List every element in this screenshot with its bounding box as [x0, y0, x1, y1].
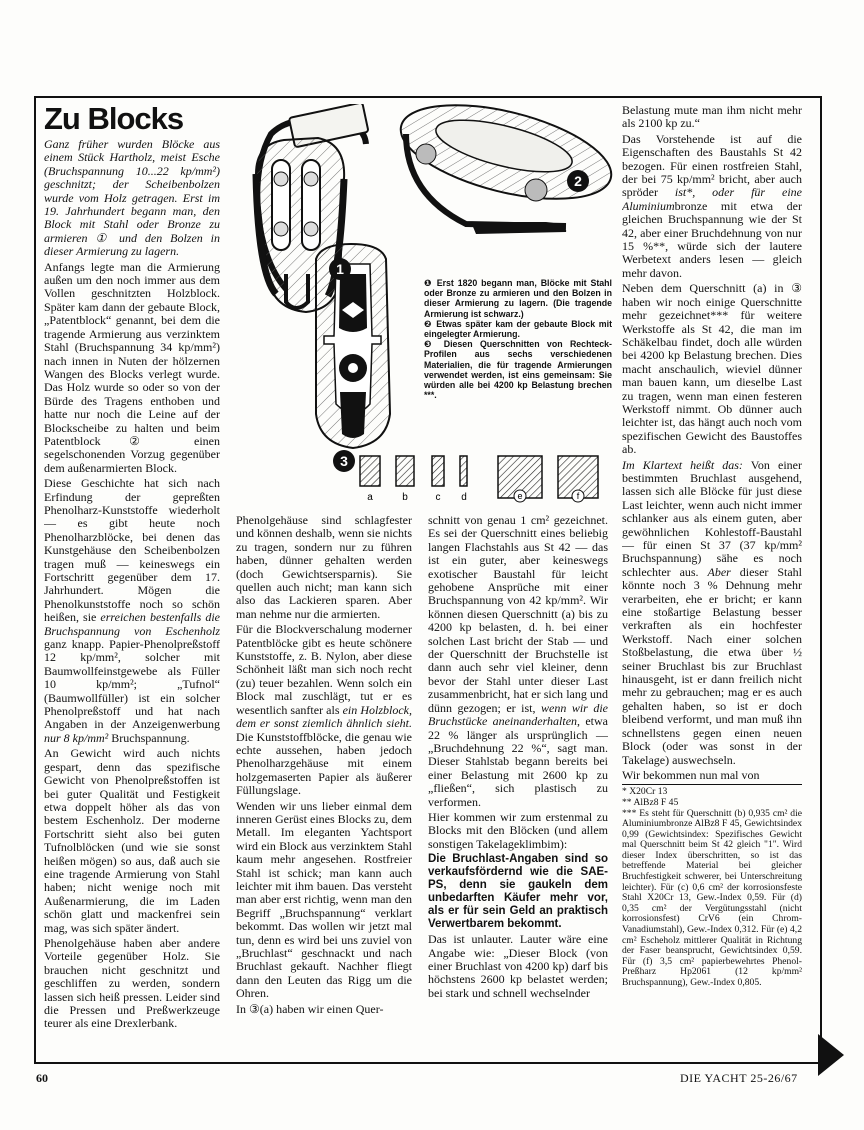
paragraph: Wenden wir uns lieber einmal dem inneren Gerüst eines Blocks zu, dem Metall. Im eleganten Yachtsport wird ein Block aus verzinktem Stahl kaum mehr angesehen. Rostfreier Stahl ist schick; man kann auch leichter mit ihm bauen. Das versteht man aber erst richtig, wenn man den Begriff „Bruchspannung“ verklart bekommt. Das wollen wir jetzt mal tun, denn es wird bei uns zuviel von „Bruchlast“ geschnackt und nach Bruchlast gekauft. Nachher fliegt dann den Leuten das Rigg um die Ohren.: [236, 798, 412, 1001]
section-label: a: [367, 492, 373, 503]
block-cross-section-drawing: [316, 244, 390, 448]
paragraph: Anfangs legte man die Armierung außen um den noch immer aus dem Vollen geschnitzten Holzblock. Später kam dann der gebaute Block, „Patentblock“ genannt, bei dem die tragende Armierung aus verzinktem Stahl (Bruchspannung 34 kp/mm²) nach innen in Nuten der hölzernen Wangen des Blocks verlegt wurde. Das Holz wurde so oder so von der Bürde des Tragens enthoben und hatte nur noch die Leine auf der Blockscheibe zu halten und beim Patentblock ② einen segelschonenden Vorzug gegenüber dem außenarmierten Block.: [44, 259, 220, 475]
column-2: [236, 514, 412, 1062]
footnote: ** AlBz8 F 45: [622, 796, 679, 808]
material-cross-sections: [360, 456, 598, 503]
cross-section-a: [360, 456, 380, 486]
svg-text:1: 1: [336, 261, 344, 277]
paragraph: Neben dem Querschnitt (a) in ③ haben wir noch einige Querschnitte mehr gezeichnet*** für weitere Werkstoffe als St 42, die man im Schäkelbau findet, doch alle würden bei 4200 kp Belastung brechen. Dies macht anschaulich, wieviel dünner man bauen kann, um dieselbe Last zu tragen, wenn man einen festeren Werkstoff nimmt. Ob dünner auch leichter ist, das hängt auch noch vom spezifischen Gewicht des Baustoffes ab.: [622, 281, 802, 457]
cross-section-b: [396, 456, 414, 486]
figure-badge-1: [329, 258, 351, 280]
column-4: [622, 104, 802, 1062]
svg-text:2: 2: [574, 173, 582, 189]
paragraph: An Gewicht wird auch nichts gespart, denn das spezifische Gewicht von Phenolpreßstoffen ist bei guter Qualität und Festigkeit etwa doppelt höher als das von bestem Eschenholz. Der moderne Fortschritt sieht also bei guten Tufnolblöcken (und wie sie sonst heißen mögen) so aus, daß auch sie eine tragende Armierung von Stahl haben; nicht wenige noch mit Außenarmierung, die im Laden schön glatt und mackenfrei sein mag, was sich später ändert.: [44, 746, 220, 935]
paragraph: schnitt von genau 1 cm² gezeichnet. Es sei der Querschnitt eines beliebig langen Flachstahls aus St 42 — das ist ein guter, aber keineswegs exotischer Baustahl für leicht gehobene Ansprüche mit einer Bruchspannung von 42 kp/mm². Wir können diesen Querschnitt (a) bis zu 4200 kp belasten, d. h. bei einer solchen Last bricht der Stab — und der Querschnitt der Bruchstelle ist dann auch sehr viel kleiner, denn bevor der Stahl unter dieser Last zusammenbricht, hat er sich lang und dünn gezogen; er ist, wenn wir die Bruchstücke aneinanderhalten, etwa 22 % länger als ursprünglich — „Bruchdehnung 22 %“, sagt man. Dieser Stahlstab begann bereits bei einer Belastung mit 2600 kp zu „fließen“, sich plastisch zu verformen.: [428, 514, 608, 809]
caption-item: ❸ Diesen Querschnitten von Rechteck-Profilen aus sechs verschiedenen Materialien, die für tragende Armierungen verwendet werden, ist eins gemeinsam: Sie würden alle bei 4200 kp Belastung brechen ***.: [424, 339, 612, 401]
caption-item: ❷ Etwas später kam der gebaute Block mit eingelegter Armierung.: [424, 318, 612, 340]
cross-section-c: [432, 456, 444, 486]
section-label: f: [576, 491, 580, 501]
section-label: d: [461, 492, 467, 503]
paragraph: Hier kommen wir zum erstenmal zu Blocks mit den Blöcken (und allem sonstigen Takelageklimbim):: [428, 809, 608, 851]
section-label: c: [435, 492, 441, 503]
cross-section-d: [460, 456, 467, 486]
figure-badge-3: [333, 450, 355, 472]
footnote: * X20Cr 13: [622, 786, 668, 798]
paragraph: Diese Geschichte hat sich nach Erfindung der gepreßten Phenolharz-Kunststoffe wiederholt — es gibt heute noch Phenolharzblöcke, bei denen das Kunstgehäuse den Scheibenbolzen tragen muß — keineswegs ein Fortschritt gegenüber dem 17. Jahrhundert. Mögen die Phenolkunststoffe noch so schön heißen, sie erreichen bestenfalls die Bruchspannung von Eschenholz ganz knapp. Papier-Phenolpreßstoff 12 kp/mm², solcher mit Baumwollfeinstgewebe als Füller 10 kp/mm²; „Tufnol“ (Baumwollfüller) ist ein solcher Phenolpreßstoff und hat nach Angaben in der Anzeigenwerbung nur 8 kp/mm² Bruchspannung.: [44, 476, 220, 745]
column-3: [428, 514, 608, 1062]
figure-caption: [424, 278, 612, 400]
paragraph: Phenolgehäuse haben aber andere Vorteile gegenüber Holz. Sie brauchen nicht geschnitzt und geschliffen zu werden, sondern lassen sich heiß pressen. Leider sind die Pressen und Preßwerkzeuge teurer als eine Drexlerbank.: [44, 935, 220, 1031]
continue-arrow-icon: [818, 1034, 844, 1076]
article-title: Zu Blocks: [44, 102, 184, 136]
figure-badge-2: [567, 170, 589, 192]
magazine-issue: DIE YACHT 25-26/67: [680, 1071, 798, 1085]
paragraph: Wir bekommen nun mal von: [622, 767, 760, 782]
svg-text:3: 3: [340, 453, 348, 469]
paragraph: Für die Blockverschalung moderner Patentblöcke gibt es heute schönere Kunststoffe, z. B. Nylon, aber diese Schönheit läßt man sich noch recht (zu) teuer bezahlen. Wenn solch ein Block mal zuschlägt, tut er es wesentlich sanfter als ein Holzblock, dem er sonst ziemlich ähnlich sieht. Die Kunststoffblöcke, die genau wie echte aussehen, haben jedoch Phenolharzgehäuse mit einem holzgemaserten Papier als äußerer Füllungslage.: [236, 622, 412, 798]
footnotes: [622, 784, 802, 988]
paragraph: Das Vorstehende ist auf die Eigenschaften des Baustahls St 42 bezogen. Für einen rostfreien Stahl, der bei 75 kp/mm² bricht, aber auch spröder ist*, oder für eine Aluminiumbronze mit etwa der gleichen Bruchspannung wie der St 42, aber einer Bruchdehnung von nur 15 %**, würde sich der lautere Werbetext anders lesen — gleich mehr davon.: [622, 131, 802, 280]
column-1: [44, 102, 220, 1062]
section-label: e: [517, 491, 523, 501]
caption-item: ❶ Erst 1820 begann man, Blöcke mit Stahl oder Bronze zu armieren und den Bolzen in dieser Armierung zu lagern. (Die tragende Armierung ist schwarz.): [424, 278, 612, 319]
paragraph: Das ist unlauter. Lauter wäre eine Angabe wie: „Dieser Block (von einer Bruchlast von 4200 kp) darf bis höchstens 2600 kp belastet werden; bei stark und schnell wechselnder: [428, 932, 608, 1000]
lead-paragraph: Ganz früher wurden Blöcke aus einem Stück Hartholz, meist Esche (Bruchspannung 10...22 kp/mm²) geschnitzt; der Scheibenbolzen wurde vom Holz getragen. Erst im 19. Jahrhundert begann man, den Block mit Stahl oder Bronze zu armieren ① und den Bolzen in dieser Armierung zu lagern.: [44, 137, 220, 259]
paragraph: Belastung mute man ihm nicht mehr als 2100 kp zu.“: [622, 104, 802, 131]
paragraph: In ③(a) haben wir einen Quer-: [236, 1001, 384, 1016]
patent-block-drawing: [392, 104, 616, 234]
highlighted-paragraph: Die Bruchlast-Angaben sind so verkaufsfördernd wie die SAE-PS, denn sie gaukeln dem unbedarften Käufer mehr vor, als er für sein Geld an praktisch Verwertbarem bekommt.: [428, 853, 608, 931]
footnote: *** Es steht für Querschnitt (b) 0,935 cm² die Aluminiumbronze AlBz8 F 45, Gewichtsindex 0,99 (Gewichtsindex: Spezifisches Gewicht mal Querschnitt beim St 42 gleich "1". Wird dieser Index überschritten, so ist das betreffende Material bei gleicher Bruchfestigkeit schwerer, bei Unterschreitung leichter). Für (c) 0,6 cm² der korrosionsfeste Stahl X20Cr 13, Gew.-Index 0,59. Für (d) 0,35 cm² der Vergütungsstahl (nicht korrosionsfest) CrV6 (ein Chrom-Vanadiumstahl), Gew.-Index 0,312. Für (e) 4,2 cm² Escheholz mittlerer Qualität in Richtung der Faser beansprucht, Gewichtsindex 0,59. Für (f) 3,5 cm² papierbewehrtes Phenol-Preßharz Hp2061 (12 kp/mm² Bruchspannung), Gew.-Index 0,805.: [622, 807, 802, 988]
paragraph: Phenolgehäuse sind schlagfester und können deshalb, wenn sie nichts zu tragen, sondern nur zu führen haben, dünner gehalten werden (doch Gewichtsersparnis). Sie quellen auch nicht; man kann sich also das Lackieren sparen. Aber man nehme nur die armierten.: [236, 514, 412, 621]
page-number: 60: [36, 1071, 48, 1085]
paragraph: Im Klartext heißt das: Von einer bestimmten Bruchlast ausgehend, lassen sich alle Blöcke für just diese Last leichter, wenn auch nicht immer schlanker aus als einem guten, aber gewöhnlichen Kohlestoff-Baustahl — für einen St 37 (37 kp/mm² Bruchspannung) sähe es noch schlechter aus. Aber dieser Stahl könnte noch 3 % Dehnung mehr verarbeiten, ehe er bricht; er kann eine stoßartige Belastung besser verkraften als ein hochfester Werkstoff. Nach einer solchen Stoßbelastung, die etwa über ½ seiner Bruchlast bis zur Bruchlast hinausgeht, ist er dann freilich nicht mehr zu gebrauchen; mag er es auch gehalten haben, so ist er doch bleibend verformt, und man muß ihn schnellstens gegen einen neuen Block (oder was sonst in der Takelage) auswechseln.: [622, 457, 802, 767]
section-label: b: [402, 492, 408, 503]
